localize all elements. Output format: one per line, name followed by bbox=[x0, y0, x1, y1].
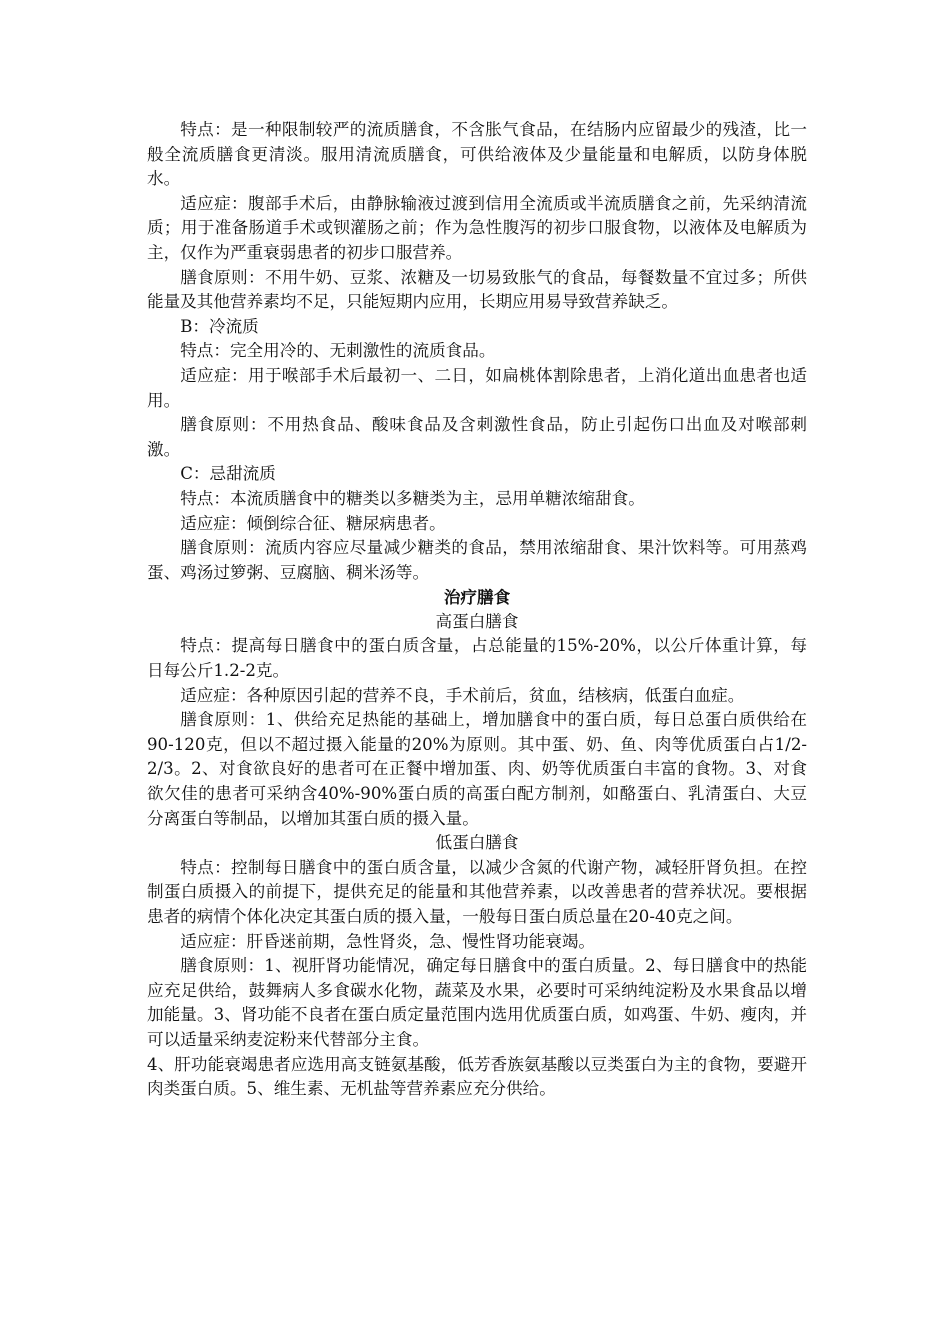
para-sugar-free-features: 特点：本流质膳食中的糖类以多糖类为主，忌用单糖浓缩甜食。 bbox=[180, 488, 645, 508]
para-cold-liquid-features: 特点：完全用冷的、无刺激性的流质食品。 bbox=[180, 341, 496, 361]
para-high-protein-indications: 适应症：各种原因引起的营养不良，手术前后，贫血，结核病，低蛋白血症。 bbox=[180, 685, 745, 705]
subheading-high-protein: 高蛋白膳食 bbox=[435, 611, 519, 631]
para-low-protein-indications: 适应症：肝昏迷前期，急性肾炎，急、慢性肾功能衰竭。 bbox=[180, 931, 596, 951]
para-high-protein-features: 特点：提高每日膳食中的蛋白质含量，占总能量的15%-20%，以公斤体重计算，每日每公斤1.2-2克。 bbox=[147, 636, 807, 681]
para-high-protein-principles: 膳食原则：1、供给充足热能的基础上，增加膳食中的蛋白质，每日总蛋白质供给在90-120克，但以不超过摄入能量的20%为原则。其中蛋、奶、鱼、肉等优质蛋白占1/2-2/3。2、对食欲良好的患者可在正餐中增加蛋、肉、奶等优质蛋白丰富的食物。3、对食欲欠佳的患者可采纳含40%-90%蛋白质的高蛋白配方制剂，如酪蛋白、乳清蛋白、大豆分离蛋白等制品，以增加其蛋白质的摄入量。 bbox=[147, 710, 807, 828]
para-low-protein-features: 特点：控制每日膳食中的蛋白质含量，以减少含氮的代谢产物，减轻肝肾负担。在控制蛋白质摄入的前提下，提供充足的能量和其他营养素，以改善患者的营养状况。要根据患者的病情个体化决定其蛋白质的摄入量，一般每日蛋白质总量在20-40克之间。 bbox=[147, 857, 807, 926]
para-sugar-free-principles: 膳食原则：流质内容应尽量减少糖类的食品，禁用浓缩甜食、果汁饮料等。可用蒸鸡蛋、鸡汤过箩粥、豆腐脑、稠米汤等。 bbox=[147, 538, 807, 582]
para-clear-liquid-indications: 适应症：腹部手术后，由静脉输液过渡到信用全流质或半流质膳食之前，先采纳清流质；用于准备肠道手术或钡灌肠之前；作为急性腹泻的初步口服食物，以液体及电解质为主，仅作为严重衰弱患者的初步口服营养。 bbox=[147, 193, 807, 262]
para-sugar-free-indications: 适应症：倾倒综合征、糖尿病患者。 bbox=[180, 513, 446, 533]
para-cold-liquid-title: B：冷流质 bbox=[180, 316, 259, 336]
para-clear-liquid-principles: 膳食原则：不用牛奶、豆浆、浓糖及一切易致胀气的食品，每餐数量不宜过多；所供能量及其他营养素均不足，只能短期内应用，长期应用易导致营养缺乏。 bbox=[147, 267, 807, 312]
para-cold-liquid-principles: 膳食原则：不用热食品、酸味食品及含刺激性食品，防止引起伤口出血及对喉部刺激。 bbox=[147, 415, 807, 459]
para-cold-liquid-indications: 适应症：用于喉部手术后最初一、二日，如扁桃体割除患者，上消化道出血患者也适用。 bbox=[147, 365, 807, 410]
subheading-low-protein: 低蛋白膳食 bbox=[435, 833, 519, 853]
para-low-protein-principles-cont: 4、肝功能衰竭患者应选用高支链氨基酸，低芳香族氨基酸以豆类蛋白为主的食物，要避开肉类蛋白质。5、维生素、无机盐等营养素应充分供给。 bbox=[147, 1054, 807, 1099]
section-heading-therapeutic-diet: 治疗膳食 bbox=[443, 587, 511, 608]
para-low-protein-principles: 膳食原则：1、视肝肾功能情况，确定每日膳食中的蛋白质量。2、每日膳食中的热能应充足供给，鼓舞病人多食碳水化物，蔬菜及水果，必要时可采纳纯淀粉及水果食品以增加能量。3、肾功能不良者在蛋白质定量范围内选用优质蛋白质，如鸡蛋、牛奶、瘦肉，并可以适量采纳麦淀粉来代替部分主食。 bbox=[147, 956, 807, 1049]
para-sugar-free-title: C：忌甜流质 bbox=[180, 464, 276, 484]
para-clear-liquid-features: 特点：是一种限制较严的流质膳食，不含胀气食品，在结肠内应留最少的残渣，比一般全流质膳食更清淡。服用清流质膳食，可供给液体及少量能量和电解质，以防身体脱水。 bbox=[147, 120, 807, 189]
document-page bbox=[147, 118, 807, 1102]
